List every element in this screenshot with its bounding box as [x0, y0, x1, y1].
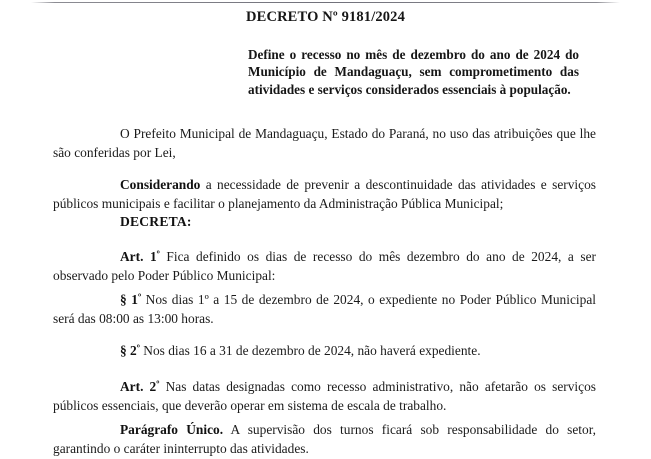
clause-1-ordinal: º [137, 291, 142, 303]
clause-2-text: Nos dias 16 a 31 de dezembro de 2024, não haverá expediente. [139, 343, 481, 358]
clause-2-ordinal: º [136, 342, 140, 354]
scan-line-artifact [31, 2, 620, 3]
paragraph-decreta [53, 214, 596, 230]
ementa-summary: Define o recesso no mês de dezembro do ano de 2024 do Município de Mandaguaçu, sem comprometimento das atividades e serviços considerados essenciais à população. [248, 47, 579, 97]
considerando-text: a necessidade de prevenir a descontinuidade das atividades e serviços públicos municipais e facilitar o planejamento da Administração Pública Municipal; [53, 177, 596, 212]
paragraph-considerando [53, 175, 596, 214]
paragraph-sole-paragraph [53, 420, 596, 459]
article-2-ordinal: º [156, 378, 160, 390]
article-2-label: Art. 2 [120, 379, 157, 394]
preamble-text: O Prefeito Municipal de Mandaguaçu, Estado do Paraná, no uso das atribuições que lhe são conferidas por Lei, [53, 126, 596, 161]
paragraph-article-2 [53, 377, 596, 416]
page-title: DECRETO Nº 9181/2024 [246, 9, 405, 25]
decreta-label: DECRETA: [120, 214, 192, 229]
clause-2-label: § 2 [120, 343, 137, 358]
considerando-label: Considerando [120, 177, 201, 192]
article-1-text: Fica definido os dias de recesso do mês dezembro do ano de 2024, a ser observado pelo Poder Público Municipal: [53, 249, 597, 284]
paragraph-preamble [53, 124, 596, 163]
clause-1-text: Nos dias 1º a 15 de dezembro de 2024, o expediente no Poder Público Municipal será das 08:00 as 13:00 horas. [53, 292, 596, 327]
paragraph-clause-1 [53, 290, 596, 329]
paragraph-clause-2 [53, 341, 596, 360]
clause-1-label: § 1 [120, 292, 138, 307]
sole-paragraph-text: A supervisão dos turnos ficará sob responsabilidade do setor, garantindo o caráter ininterrupto das atividades. [53, 422, 596, 457]
article-2-text: Nas datas designadas como recesso administrativo, não afetarão os serviços públicos essenciais, que deverão operar em sistema de escala de trabalho. [53, 379, 596, 414]
article-1-ordinal: º [156, 248, 160, 260]
paragraph-article-1 [53, 247, 596, 286]
sole-paragraph-label: Parágrafo Único. [120, 422, 224, 437]
article-1-label: Art. 1 [120, 249, 157, 264]
